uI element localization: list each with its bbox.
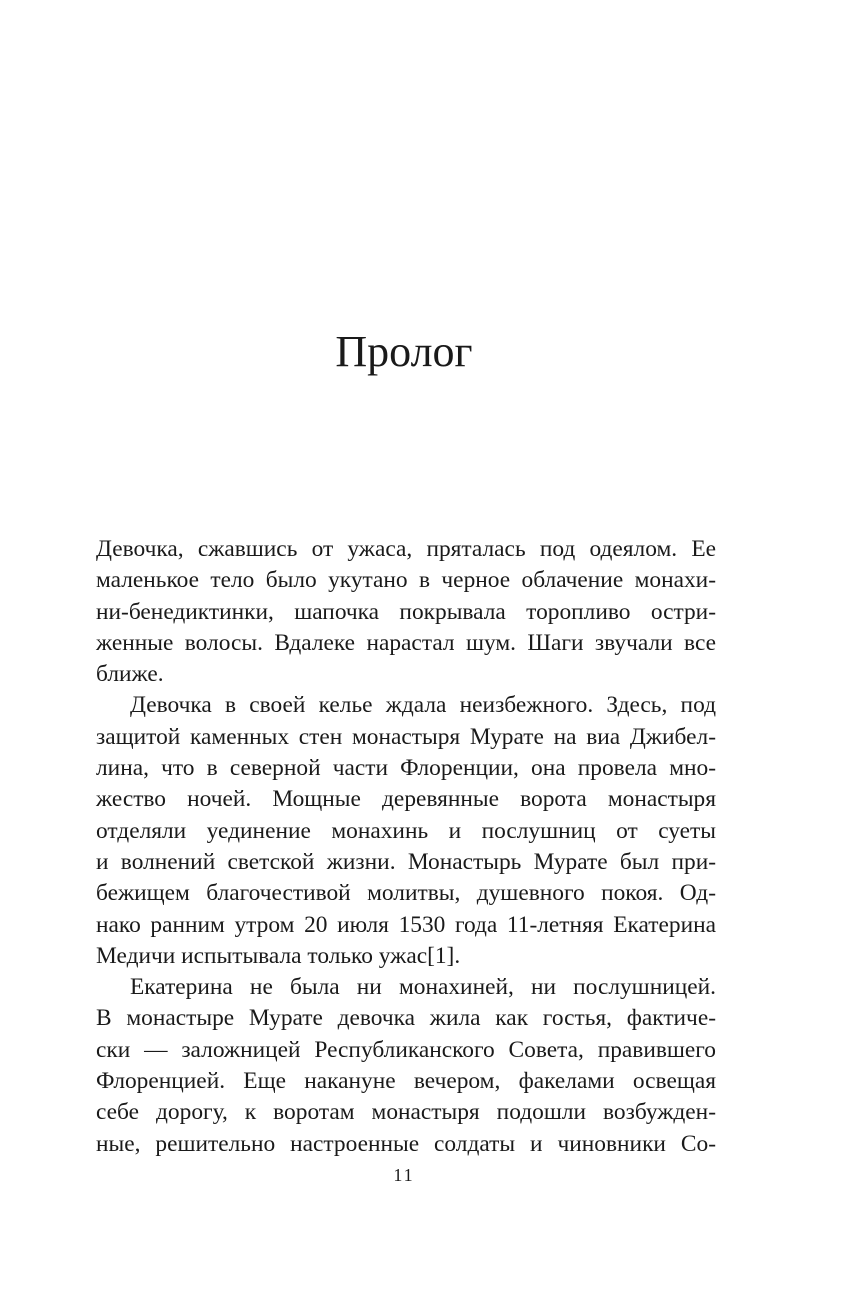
text-line: ски — заложницей Республиканского Совета, правившего <box>96 1036 716 1063</box>
text-line: ближе. <box>96 661 164 688</box>
text-line: маленькое тело было укутано в черное облачение монахи- <box>96 567 716 594</box>
text-line: защитой каменных стен монастыря Мурате на виа Джибел- <box>96 723 716 750</box>
text-line: бежищем благочестивой молитвы, душевного покоя. Од- <box>96 880 716 907</box>
text-line: Медичи испытывала только ужас[1]. <box>96 942 461 969</box>
chapter-title: Пролог <box>335 327 473 376</box>
text-line: женные волосы. Вдалеке нарастал шум. Шаги звучали все <box>96 629 716 656</box>
text-line: ные, решительно настроенные солдаты и чиновники Со- <box>96 1130 716 1157</box>
paragraph <box>96 534 716 690</box>
text-line: Девочка в своей келье ждала неизбежного. Здесь, под <box>130 692 716 719</box>
paragraph <box>96 972 716 1160</box>
text-line: себе дорогу, к воротам монастыря подошли возбужден- <box>96 1099 716 1126</box>
text-line: нако ранним утром 20 июля 1530 года 11-летняя Екатерина <box>96 911 716 938</box>
body-text <box>96 534 716 1160</box>
page-number: 11 <box>393 1165 415 1185</box>
text-line: отделяли уединение монахинь и послушниц от суеты <box>96 817 716 844</box>
text-line: и волнений светской жизни. Монастырь Мурате был при- <box>96 848 716 875</box>
paragraph <box>96 690 716 972</box>
text-line: Флоренцией. Еще накануне вечером, факелами освещая <box>96 1068 716 1095</box>
text-line: Девочка, сжавшись от ужаса, пряталась под одеялом. Ее <box>96 536 716 562</box>
text-line: жество ночей. Мощные деревянные ворота монастыря <box>96 786 716 813</box>
text-line: Екатерина не была ни монахиней, ни послушницей. <box>130 974 716 1001</box>
text-line: В монастыре Мурате девочка жила как гостья, фактиче- <box>96 1005 716 1032</box>
text-line: лина, что в северной части Флоренции, она провела мно- <box>96 755 716 782</box>
text-line: ни-бенедиктинки, шапочка покрывала торопливо остри- <box>96 598 716 625</box>
